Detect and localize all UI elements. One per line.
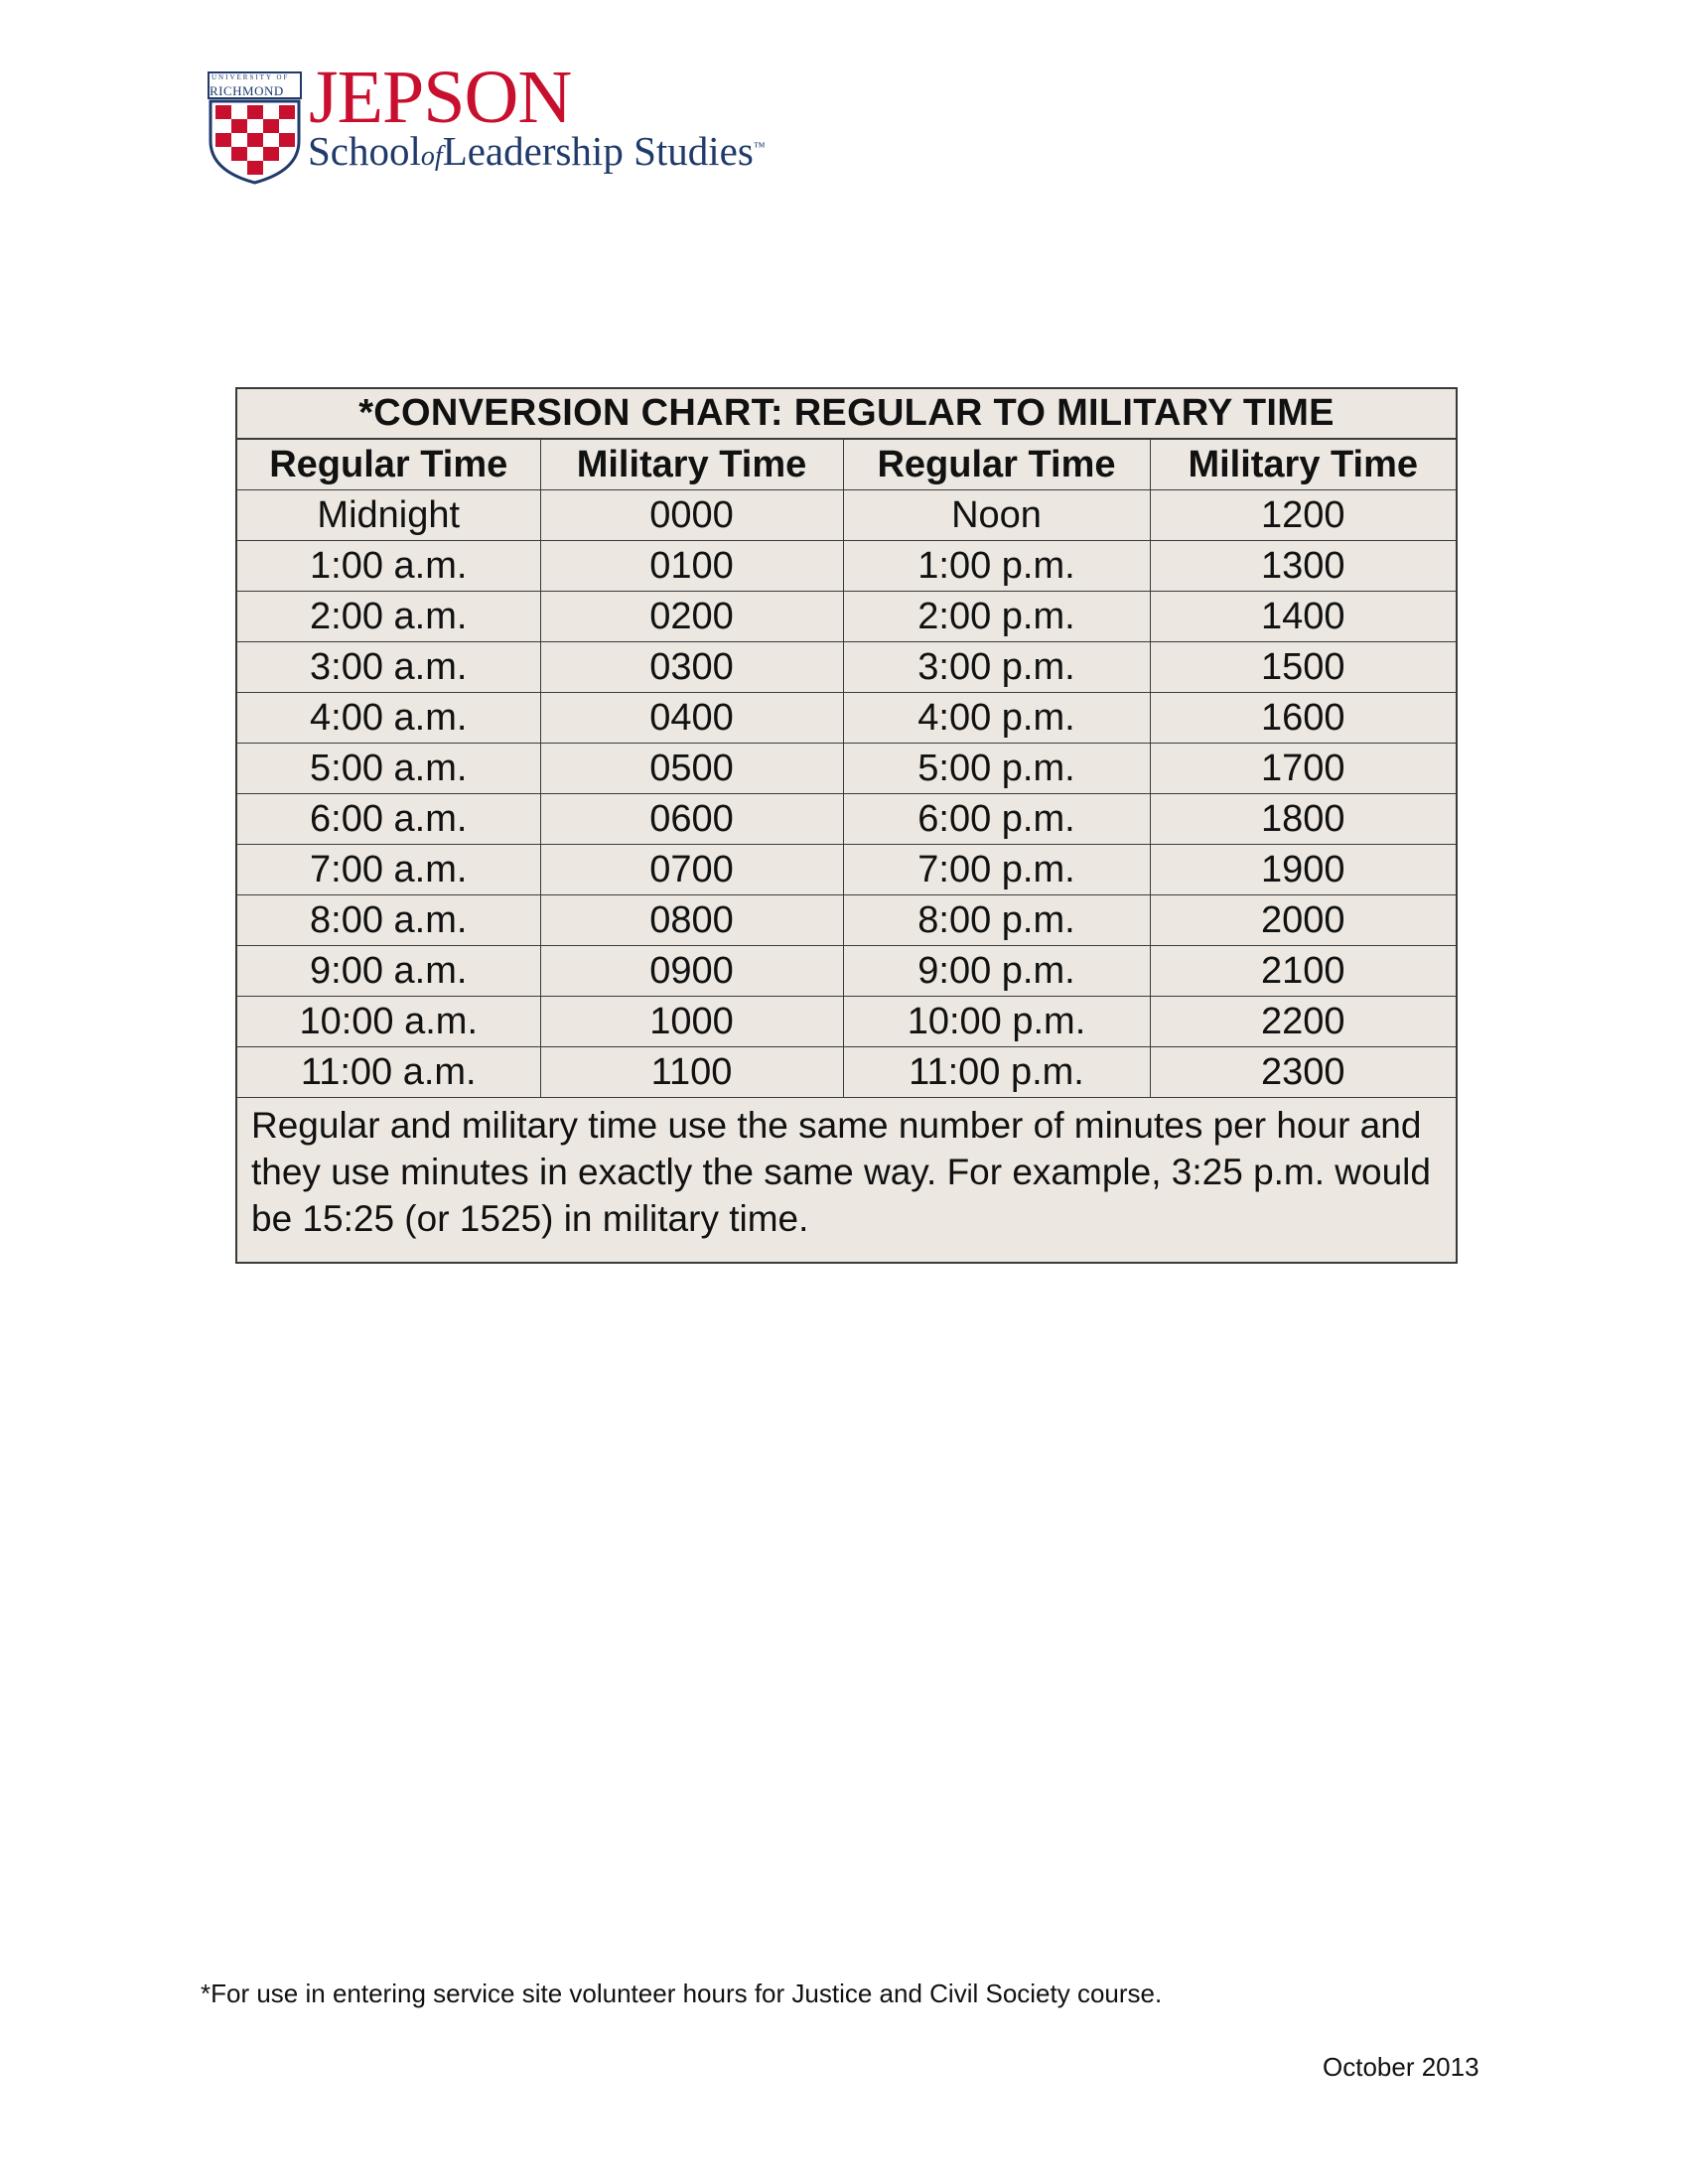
- table-cell: 1500: [1150, 642, 1457, 693]
- table-cell: 1100: [540, 1047, 843, 1098]
- jepson-wordmark: JEPSON: [309, 56, 572, 139]
- table-cell: Noon: [843, 490, 1150, 541]
- table-cell: 3:00 p.m.: [843, 642, 1150, 693]
- table-cell: 2:00 a.m.: [236, 592, 540, 642]
- table-row: [236, 541, 1457, 592]
- table-cell: 1700: [1150, 744, 1457, 794]
- school-of-word: of: [420, 141, 443, 172]
- footnote: *For use in entering service site volunteer hours for Justice and Civil Society course.: [201, 1979, 1163, 2008]
- table-cell: 3:00 a.m.: [236, 642, 540, 693]
- school-name: [308, 128, 766, 174]
- conversion-chart-table: [235, 387, 1458, 1264]
- table-cell: 8:00 a.m.: [236, 895, 540, 946]
- column-header: Military Time: [1150, 439, 1457, 490]
- table-cell: 0400: [540, 693, 843, 744]
- table-cell: 9:00 a.m.: [236, 946, 540, 997]
- trademark-mark: ™: [753, 139, 766, 154]
- richmond-text: RICHMOND: [210, 83, 284, 98]
- table-cell: 6:00 a.m.: [236, 794, 540, 845]
- table-cell: 1400: [1150, 592, 1457, 642]
- table-cell: 1:00 a.m.: [236, 541, 540, 592]
- table-cell: 10:00 a.m.: [236, 997, 540, 1047]
- table-cell: 0300: [540, 642, 843, 693]
- table-cell: 2300: [1150, 1047, 1457, 1098]
- table-row: [236, 794, 1457, 845]
- table-cell: 2:00 p.m.: [843, 592, 1150, 642]
- table-cell: 1000: [540, 997, 843, 1047]
- table-cell: 1800: [1150, 794, 1457, 845]
- table-cell: 0800: [540, 895, 843, 946]
- table-cell: 0200: [540, 592, 843, 642]
- table-row: [236, 744, 1457, 794]
- document-date: October 2013: [1323, 2052, 1479, 2082]
- column-header: Regular Time: [843, 439, 1150, 490]
- table-cell: 0700: [540, 845, 843, 895]
- table-row: [236, 490, 1457, 541]
- table-cell: 5:00 a.m.: [236, 744, 540, 794]
- table-row: [236, 592, 1457, 642]
- table-cell: 5:00 p.m.: [843, 744, 1150, 794]
- table-cell: 9:00 p.m.: [843, 946, 1150, 997]
- table-cell: 7:00 p.m.: [843, 845, 1150, 895]
- table-row: [236, 895, 1457, 946]
- table-cell: 1300: [1150, 541, 1457, 592]
- table-row: [236, 997, 1457, 1047]
- table-cell: 4:00 p.m.: [843, 693, 1150, 744]
- table-cell: 1900: [1150, 845, 1457, 895]
- table-row: [236, 946, 1457, 997]
- jepson-logo: [208, 56, 823, 189]
- table-cell: 0100: [540, 541, 843, 592]
- table-cell: 11:00 a.m.: [236, 1047, 540, 1098]
- column-header: Regular Time: [236, 439, 540, 490]
- table-cell: 8:00 p.m.: [843, 895, 1150, 946]
- table-row: [236, 693, 1457, 744]
- table-row: [236, 642, 1457, 693]
- column-header: Military Time: [540, 439, 843, 490]
- table-cell: 0900: [540, 946, 843, 997]
- table-cell: 6:00 p.m.: [843, 794, 1150, 845]
- chart-body: [236, 490, 1457, 1098]
- table-cell: 1200: [1150, 490, 1457, 541]
- table-cell: 1600: [1150, 693, 1457, 744]
- table-cell: 2000: [1150, 895, 1457, 946]
- table-cell: 0600: [540, 794, 843, 845]
- chart-note: Regular and military time use the same number of minutes per hour and they use minutes in exactly the same way. For example, 3:25 p.m. would be 15:25 (or 1525) in military time.: [236, 1098, 1457, 1264]
- table-cell: 7:00 a.m.: [236, 845, 540, 895]
- table-cell: 10:00 p.m.: [843, 997, 1150, 1047]
- table-cell: 4:00 a.m.: [236, 693, 540, 744]
- table-cell: 11:00 p.m.: [843, 1047, 1150, 1098]
- chart-title: *CONVERSION CHART: REGULAR TO MILITARY TIME: [236, 388, 1457, 439]
- table-cell: 0000: [540, 490, 843, 541]
- table-row: [236, 1047, 1457, 1098]
- table-cell: Midnight: [236, 490, 540, 541]
- school-word: School: [308, 128, 421, 174]
- table-cell: 0500: [540, 744, 843, 794]
- table-cell: 1:00 p.m.: [843, 541, 1150, 592]
- table-cell: 2200: [1150, 997, 1457, 1047]
- table-row: [236, 845, 1457, 895]
- table-cell: 2100: [1150, 946, 1457, 997]
- leadership-studies-words: Leadership Studies: [442, 128, 754, 174]
- university-of-text: UNIVERSITY OF: [211, 73, 290, 81]
